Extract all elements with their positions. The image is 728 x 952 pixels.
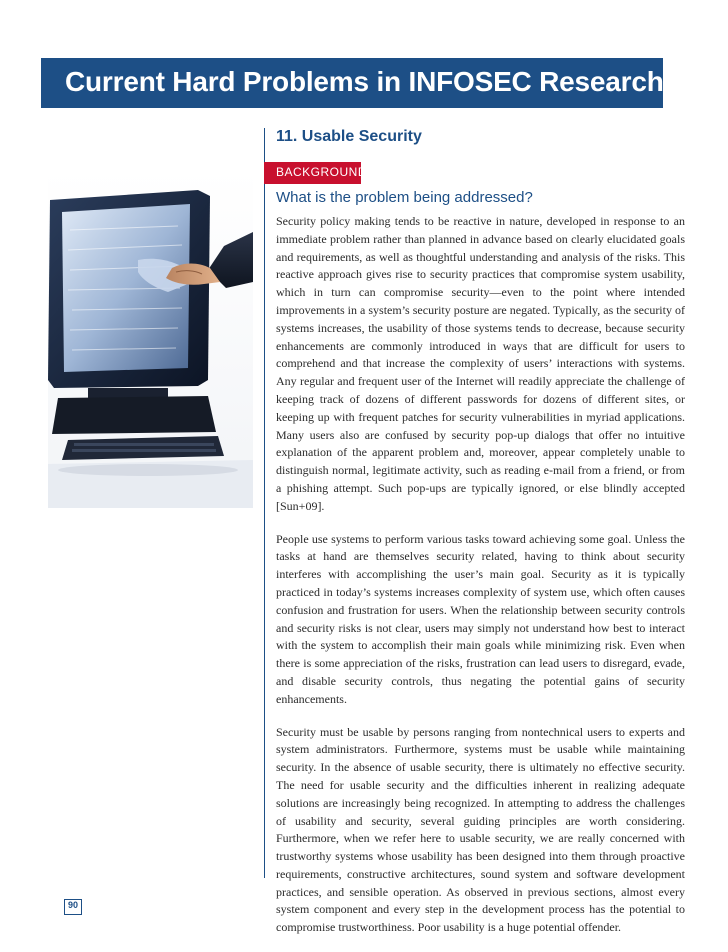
background-badge-label: BACKGROUND: [276, 165, 368, 179]
page-number: 90: [67, 900, 78, 910]
paragraph-1: Security policy making tends to be reactive in nature, developed in response to an immediate problem rather than planned in advance based on clearly elucidated goals and requirements, as well as thoughtful understanding and analysis of the risks. This reactive approach gives rise to security practices that compromise system usability, which in turn can compromise security—even to the point where intended improvements in a system’s security posture are negated. Typically, as the security of systems increases, the usability of those systems tends to decrease, because security enhancements are commonly introduced in ways that are difficult for users to comprehend and that increase the complexity of users’ interactions with systems. Any regular and frequent user of the Internet will readily appreciate the challenge of keeping track of dozens of different passwords for dozens of different sites, or keeping up with frequent patches for security vulnerabilities in myriad applications. Many users also are confused by security pop-up dialogs that offer no intuitive explanation of the apparent problem and, moreover, appear completely unable to distinguish normal, legitimate activity, such as reading e-mail from a friend, or from a phishing attempt. Such pop-ups are typically ignored, or else blindly accepted [Sun+09].: [276, 214, 685, 513]
question-heading: What is the problem being addressed?: [276, 189, 533, 206]
page-header-title: Current Hard Problems in INFOSEC Research: [65, 66, 664, 97]
vertical-rule: [264, 188, 265, 878]
handshake-computer-photo: [48, 170, 253, 508]
section-title: 11. Usable Security: [276, 128, 422, 145]
body-text: [276, 213, 685, 952]
paragraph-2: People use systems to perform various tasks toward achieving some goal. Unless the tasks at hand are themselves security related, having to think about security interferes with accomplishing the user’s main goal. Security as it is typically practiced in today’s systems increases complexity of system use, which often causes confusion and frustration for users. When the relationship between security controls and security risks is not clear, users may simply not understand how best to interact with the system to accomplish their main goals while minimizing risk. Even when there is some appreciation of the risks, frustration can lead users to disregard, evade, and disable security controls, thus negating the potential gains of security enhancements.: [276, 531, 685, 706]
paragraph-3: Security must be usable by persons ranging from nontechnical users to experts and system administrators. Furthermore, systems must be usable while maintaining security. In the absence of usable security, there is ultimately no effective security. The need for usable security and the difficulties inherent in realizing adequate solutions are increasingly being recognized. In attempting to address the challenges of usability and security, several guiding principles are worth considering. Furthermore, when we refer here to usable security, we are really concerned with trustworthy systems whose usability has been designed into them through proactive requirements, constructive architectures, sound system and software development practices, and sensible operation. As observed in previous sections, almost every system component and every step in the development process has the potential to compromise trustworthiness. Poor usability is a huge potential offender.: [276, 724, 685, 935]
